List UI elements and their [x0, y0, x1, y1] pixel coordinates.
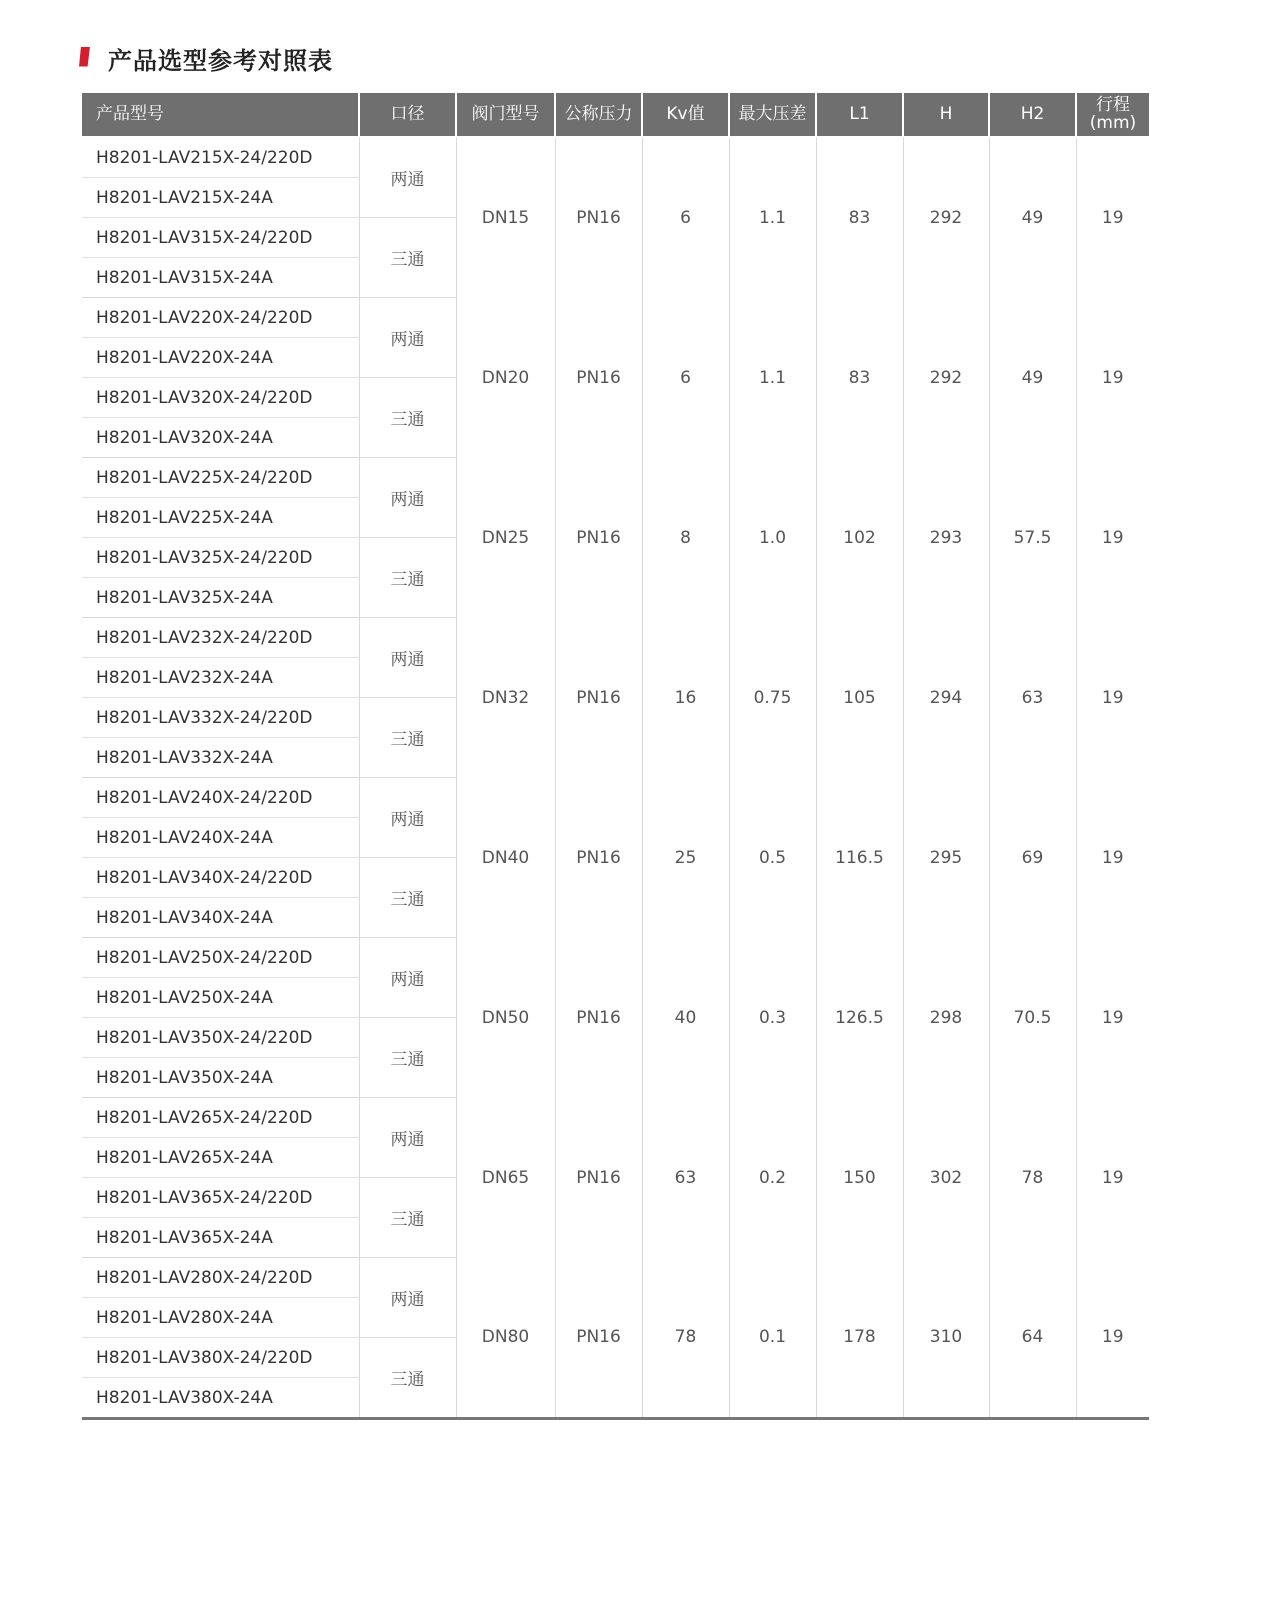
h2-cell: 64: [989, 1258, 1076, 1419]
stroke-cell: 19: [1076, 938, 1149, 1098]
stroke-cell: 19: [1076, 137, 1149, 298]
model-cell: H8201-LAV240X-24/220D: [82, 778, 359, 818]
model-cell: H8201-LAV380X-24A: [82, 1378, 359, 1419]
port-type-cell: 两通: [359, 778, 456, 858]
table-row: [82, 1098, 1149, 1138]
port-type-cell: 两通: [359, 298, 456, 378]
model-cell: H8201-LAV380X-24/220D: [82, 1338, 359, 1378]
model-cell: H8201-LAV340X-24/220D: [82, 858, 359, 898]
kv-cell: 78: [642, 1258, 729, 1419]
header-row: [82, 93, 1149, 137]
l1-cell: 178: [816, 1258, 903, 1419]
h-cell: 292: [903, 137, 989, 298]
model-cell: H8201-LAV280X-24/220D: [82, 1258, 359, 1298]
model-cell: H8201-LAV265X-24/220D: [82, 1098, 359, 1138]
h-cell: 302: [903, 1098, 989, 1258]
model-cell: H8201-LAV320X-24A: [82, 418, 359, 458]
nominal-pressure-cell: PN16: [555, 938, 642, 1098]
nominal-pressure-cell: PN16: [555, 137, 642, 298]
valve-model-cell: DN50: [456, 938, 555, 1098]
section-title: [79, 38, 333, 78]
header-h: H: [903, 93, 989, 137]
header-valve-model: 阀门型号: [456, 93, 555, 137]
h-cell: 293: [903, 458, 989, 618]
table-row: [82, 778, 1149, 818]
valve-model-cell: DN20: [456, 298, 555, 458]
nominal-pressure-cell: PN16: [555, 1098, 642, 1258]
table-row: [82, 137, 1149, 178]
valve-model-cell: DN40: [456, 778, 555, 938]
header-model: 产品型号: [82, 93, 359, 137]
port-type-cell: 两通: [359, 458, 456, 538]
h-cell: 292: [903, 298, 989, 458]
valve-model-cell: DN25: [456, 458, 555, 618]
port-type-cell: 三通: [359, 1018, 456, 1098]
page-title: 产品选型参考对照表: [108, 46, 333, 75]
h2-cell: 49: [989, 298, 1076, 458]
h2-cell: 70.5: [989, 938, 1076, 1098]
port-type-cell: 三通: [359, 1178, 456, 1258]
model-cell: H8201-LAV232X-24/220D: [82, 618, 359, 658]
l1-cell: 102: [816, 458, 903, 618]
model-cell: H8201-LAV365X-24A: [82, 1218, 359, 1258]
model-cell: H8201-LAV220X-24A: [82, 338, 359, 378]
header-port-size: 口径: [359, 93, 456, 137]
l1-cell: 150: [816, 1098, 903, 1258]
max-pressure-diff-cell: 0.2: [729, 1098, 816, 1258]
port-type-cell: 三通: [359, 698, 456, 778]
model-cell: H8201-LAV250X-24/220D: [82, 938, 359, 978]
model-cell: H8201-LAV215X-24A: [82, 178, 359, 218]
model-cell: H8201-LAV365X-24/220D: [82, 1178, 359, 1218]
nominal-pressure-cell: PN16: [555, 298, 642, 458]
port-type-cell: 两通: [359, 938, 456, 1018]
header-l1: L1: [816, 93, 903, 137]
valve-model-cell: DN80: [456, 1258, 555, 1419]
port-type-cell: 两通: [359, 1098, 456, 1178]
header-max-pressure-diff: 最大压差: [729, 93, 816, 137]
kv-cell: 63: [642, 1098, 729, 1258]
port-type-cell: 三通: [359, 378, 456, 458]
l1-cell: 83: [816, 298, 903, 458]
nominal-pressure-cell: PN16: [555, 1258, 642, 1419]
valve-model-cell: DN32: [456, 618, 555, 778]
stroke-cell: 19: [1076, 1098, 1149, 1258]
max-pressure-diff-cell: 1.1: [729, 298, 816, 458]
h2-cell: 49: [989, 137, 1076, 298]
stroke-cell: 19: [1076, 458, 1149, 618]
nominal-pressure-cell: PN16: [555, 458, 642, 618]
max-pressure-diff-cell: 0.75: [729, 618, 816, 778]
header-kv: Kv值: [642, 93, 729, 137]
nominal-pressure-cell: PN16: [555, 778, 642, 938]
model-cell: H8201-LAV220X-24/220D: [82, 298, 359, 338]
nominal-pressure-cell: PN16: [555, 618, 642, 778]
model-cell: H8201-LAV225X-24A: [82, 498, 359, 538]
stroke-cell: 19: [1076, 298, 1149, 458]
max-pressure-diff-cell: 0.3: [729, 938, 816, 1098]
port-type-cell: 三通: [359, 858, 456, 938]
h-cell: 310: [903, 1258, 989, 1419]
header-stroke: 行程 (mm): [1076, 93, 1149, 137]
valve-model-cell: DN15: [456, 137, 555, 298]
h-cell: 294: [903, 618, 989, 778]
valve-model-cell: DN65: [456, 1098, 555, 1258]
model-cell: H8201-LAV315X-24A: [82, 258, 359, 298]
kv-cell: 40: [642, 938, 729, 1098]
port-type-cell: 两通: [359, 618, 456, 698]
model-cell: H8201-LAV325X-24A: [82, 578, 359, 618]
max-pressure-diff-cell: 1.1: [729, 137, 816, 298]
kv-cell: 6: [642, 137, 729, 298]
stroke-cell: 19: [1076, 778, 1149, 938]
model-cell: H8201-LAV325X-24/220D: [82, 538, 359, 578]
title-accent-mark: [79, 47, 90, 67]
table-row: [82, 938, 1149, 978]
model-cell: H8201-LAV232X-24A: [82, 658, 359, 698]
model-cell: H8201-LAV240X-24A: [82, 818, 359, 858]
h2-cell: 63: [989, 618, 1076, 778]
port-type-cell: 三通: [359, 1338, 456, 1419]
model-cell: H8201-LAV332X-24A: [82, 738, 359, 778]
l1-cell: 105: [816, 618, 903, 778]
table-row: [82, 618, 1149, 658]
model-cell: H8201-LAV350X-24A: [82, 1058, 359, 1098]
port-type-cell: 两通: [359, 137, 456, 218]
stroke-cell: 19: [1076, 1258, 1149, 1419]
table-body: [82, 137, 1149, 1419]
model-cell: H8201-LAV320X-24/220D: [82, 378, 359, 418]
max-pressure-diff-cell: 0.5: [729, 778, 816, 938]
kv-cell: 6: [642, 298, 729, 458]
header-nominal-pressure: 公称压力: [555, 93, 642, 137]
model-cell: H8201-LAV280X-24A: [82, 1298, 359, 1338]
model-cell: H8201-LAV265X-24A: [82, 1138, 359, 1178]
stroke-cell: 19: [1076, 618, 1149, 778]
table-row: [82, 1258, 1149, 1298]
l1-cell: 126.5: [816, 938, 903, 1098]
l1-cell: 116.5: [816, 778, 903, 938]
model-cell: H8201-LAV315X-24/220D: [82, 218, 359, 258]
model-cell: H8201-LAV225X-24/220D: [82, 458, 359, 498]
port-type-cell: 三通: [359, 218, 456, 298]
port-type-cell: 两通: [359, 1258, 456, 1338]
table-row: [82, 298, 1149, 338]
l1-cell: 83: [816, 137, 903, 298]
h-cell: 298: [903, 938, 989, 1098]
table-header: [82, 93, 1149, 137]
product-selection-table: [82, 93, 1149, 1420]
table-row: [82, 458, 1149, 498]
model-cell: H8201-LAV350X-24/220D: [82, 1018, 359, 1058]
model-cell: H8201-LAV340X-24A: [82, 898, 359, 938]
header-h2: H2: [989, 93, 1076, 137]
model-cell: H8201-LAV250X-24A: [82, 978, 359, 1018]
max-pressure-diff-cell: 0.1: [729, 1258, 816, 1419]
h2-cell: 69: [989, 778, 1076, 938]
kv-cell: 25: [642, 778, 729, 938]
h2-cell: 78: [989, 1098, 1076, 1258]
port-type-cell: 三通: [359, 538, 456, 618]
kv-cell: 8: [642, 458, 729, 618]
h2-cell: 57.5: [989, 458, 1076, 618]
model-cell: H8201-LAV215X-24/220D: [82, 137, 359, 178]
h-cell: 295: [903, 778, 989, 938]
max-pressure-diff-cell: 1.0: [729, 458, 816, 618]
model-cell: H8201-LAV332X-24/220D: [82, 698, 359, 738]
kv-cell: 16: [642, 618, 729, 778]
